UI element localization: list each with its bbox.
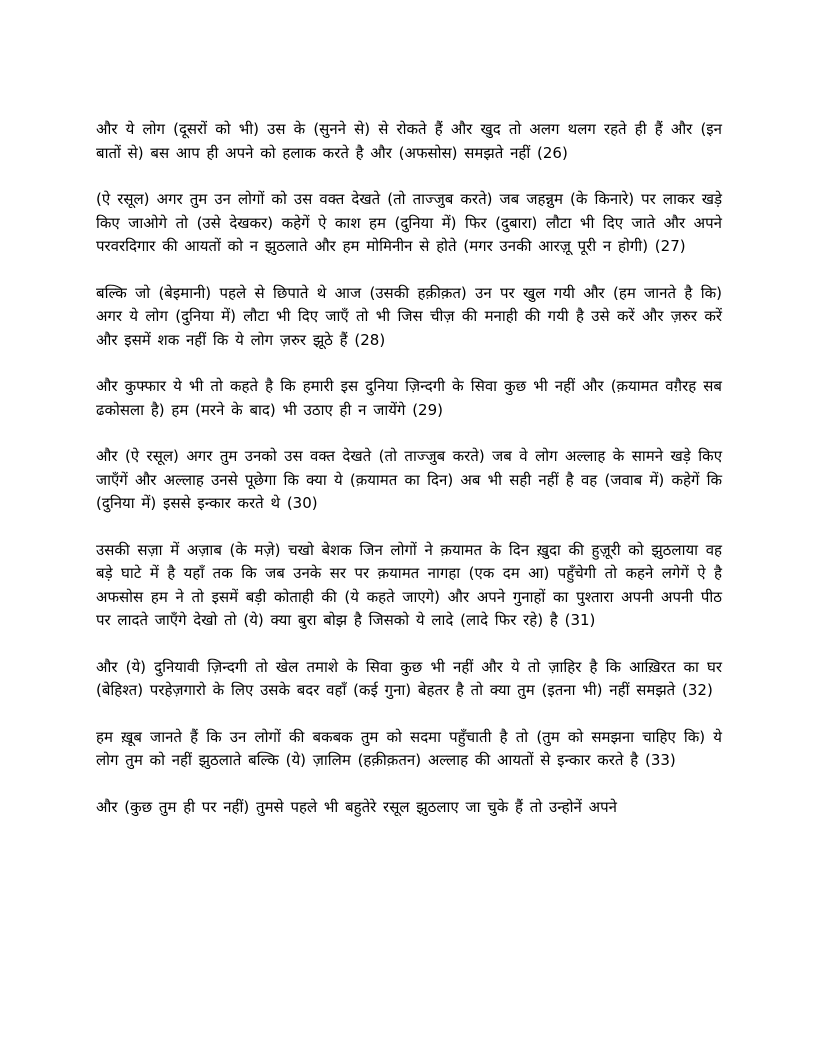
paragraph-verse-33: हम ख़ूब जानते हैं कि उन लोगों की बकबक तुम को सदमा पहुँचाती है तो (तुम को समझना चाहिए कि) ये लोग तुम को नहीं झुठलाते बल्कि (ये) ज़ालिम (हक़ीक़तन) अल्लाह की आयतों से इन्कार करते है (33) [96, 727, 722, 769]
paragraph-verse-29: और कुफ्फार ये भी तो कहते है कि हमारी इस दुनिया ज़िन्दगी के सिवा कुछ भी नहीं और (क़यामत वग़ैरह सब ढकोसला है) हम (मरने के बाद) भी उठाए ही न जायेंगे (29) [96, 377, 722, 419]
paragraph-verse-34-partial: और (कुछ तुम ही पर नहीं) तुमसे पहले भी बहुतेरे रसूल झुठलाए जा चुके हैं तो उन्होनें अपने [96, 797, 617, 816]
paragraph-verse-32: और (ये) दुनियावी ज़िन्दगी तो खेल तमाशे के सिवा कुछ भी नहीं और ये तो ज़ाहिर है कि आख़िरत का घर (बेहिश्त) परहेज़गारो के लिए उसके बदर वहाँ (कई गुना) बेहतर है तो क्या तुम (इतना भी) नहीं समझते (32) [96, 657, 722, 699]
paragraph-verse-30: और (ऐ रसूल) अगर तुम उनको उस वक्त देखते (तो ताज्जुब करते) जब वे लोग अल्लाह के सामने खड़े किए जाएँगें और अल्लाह उनसे पूछेगा कि क्या ये (क़यामत का दिन) अब भी सही नहीं है वह (जवाब में) कहेगें कि (दुनिया में) इससे इन्कार करते थे (30) [96, 447, 722, 512]
paragraph-verse-28: बल्कि जो (बेइमानी) पहले से छिपाते थे आज (उसकी हक़ीक़त) उन पर खुल गयी और (हम जानते है कि) अगर ये लोग (दुनिया में) लौटा भी दिए जाएँ तो भी जिस चीज़ की मनाही की गयी है उसे करें और ज़रुर करें और इसमें शक नहीं कि ये लोग ज़रुर झूठे हैं (28) [96, 283, 722, 349]
paragraph-verse-27: (ऐ रसूल) अगर तुम उन लोगों को उस वक्त देखते (तो ताज्जुब करते) जब जहन्नुम (के किनारे) पर लाकर खड़े किए जाओगे तो (उसे देखकर) कहेगें ऐ काश हम (दुनिया में) फिर (दुबारा) लौटा भी दिए जाते और अपने परवरदिगार की आयतों को न झुठलाते और हम मोमिनीन से होते (मगर उनकी आरज़ू पूरी न होगी) (27) [96, 190, 722, 255]
document-page [96, 118, 722, 842]
paragraph-verse-31: उसकी सज़ा में अज़ाब (के मज़े) चखो बेशक जिन लोगों ने क़यामत के दिन ख़ुदा की हुज़ूरी को झुठलाया वह बड़े घाटे में है यहाँ तक कि जब उनके सर पर क़यामत नागहा (एक दम आ) पहुँचेगी तो कहने लगेगें ऐ है अफसोस हम ने तो इसमें बड़ी कोताही की (ये कहते जाएगे) और अपने गुनाहों का पुश्तारा अपनी अपनी पीठ पर लादते जाएँगे देखो तो (ये) क्या बुरा बोझ है जिसको ये लादे (लादे फिर रहे) है (31) [96, 540, 722, 629]
paragraph-verse-26: और ये लोग (दूसरों को भी) उस के (सुनने से) से रोकते हैं और खुद तो अलग थलग रहते ही हैं और (इन बातों से) बस आप ही अपने को हलाक करते है और (अफसोस) समझते नहीं (26) [96, 120, 722, 162]
